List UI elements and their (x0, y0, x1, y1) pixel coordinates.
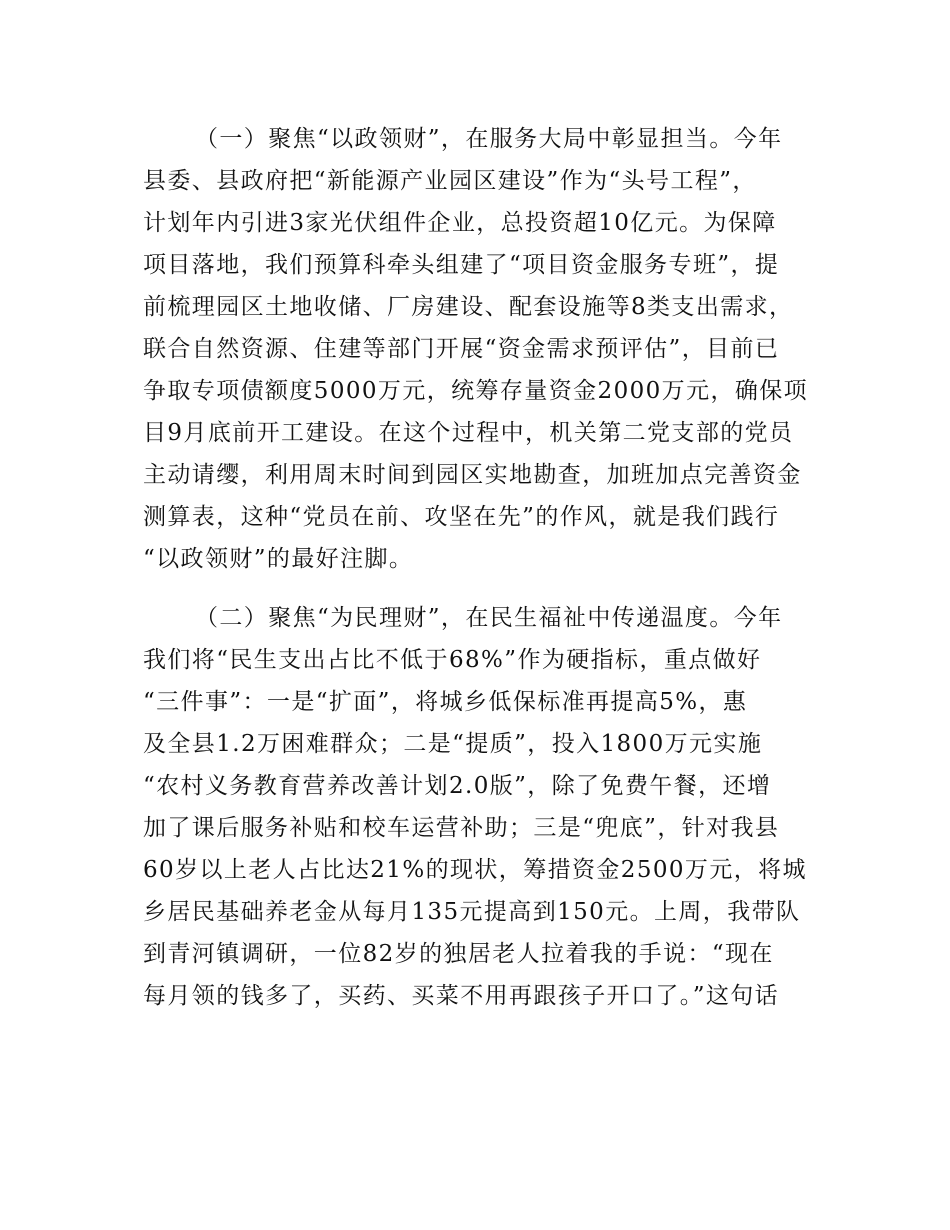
paragraph-line: 争取专项债额度5000万元，统筹存量资金2000万元，确保项 (143, 378, 809, 404)
paragraph-line: 加了课后服务补贴和校车运营补助；三是“兜底”，针对我县 (143, 815, 780, 841)
paragraph-line: 测算表，这种“党员在前、攻坚在先”的作风，就是我们践行 (143, 504, 780, 530)
paragraph-line: 60岁以上老人占比达21%的现状，筹措资金2500万元，将城 (143, 857, 807, 883)
paragraph-line: 到青河镇调研，一位82岁的独居老人拉着我的手说：“现在 (143, 941, 774, 967)
paragraph-line: 我们将“民生支出占比不低于68%”作为硬指标，重点做好 (143, 647, 762, 673)
paragraph-line: 联合自然资源、住建等部门开展“资金需求预评估”，目前已 (143, 336, 780, 362)
paragraph-line: 乡居民基础养老金从每月135元提高到150元。上周，我带队 (143, 899, 801, 925)
paragraph-line: （一）聚焦“以政领财”，在服务大局中彰显担当。今年 (195, 126, 783, 152)
paragraph-line: （二）聚焦“为民理财”，在民生福祉中传递温度。今年 (195, 605, 783, 631)
paragraph-line: 项目落地，我们预算科牵头组建了“项目资金服务专班”，提 (143, 252, 780, 278)
paragraph-2 (143, 597, 813, 1017)
paragraph-line: 县委、县政府把“新能源产业园区建设”作为“头号工程”， (143, 168, 757, 194)
paragraph-line: 及全县1.2万困难群众；二是“提质”，投入1800万元实施 (143, 731, 763, 757)
paragraph-line: “农村义务教育营养改善计划2.0版”，除了免费午餐，还增 (143, 773, 772, 799)
paragraph-line: “以政领财”的最好注脚。 (143, 546, 414, 572)
paragraph-line: “三件事”：一是“扩面”，将城乡低保标准再提高5%，惠 (143, 689, 748, 715)
paragraph-line: 前梳理园区土地收储、厂房建设、配套设施等8类支出需求， (143, 294, 794, 320)
paragraph-line: 计划年内引进3家光伏组件企业，总投资超10亿元。为保障 (143, 210, 777, 236)
paragraph-1 (143, 118, 813, 580)
paragraph-line: 每月领的钱多了，买药、买菜不用再跟孩子开口了。”这句话 (143, 983, 780, 1009)
document-body (143, 118, 813, 1017)
paragraph-line: 目9月底前开工建设。在这个过程中，机关第二党支部的党员 (143, 420, 794, 446)
paragraph-line: 主动请缨，利用周末时间到园区实地勘查，加班加点完善资金 (143, 462, 802, 488)
